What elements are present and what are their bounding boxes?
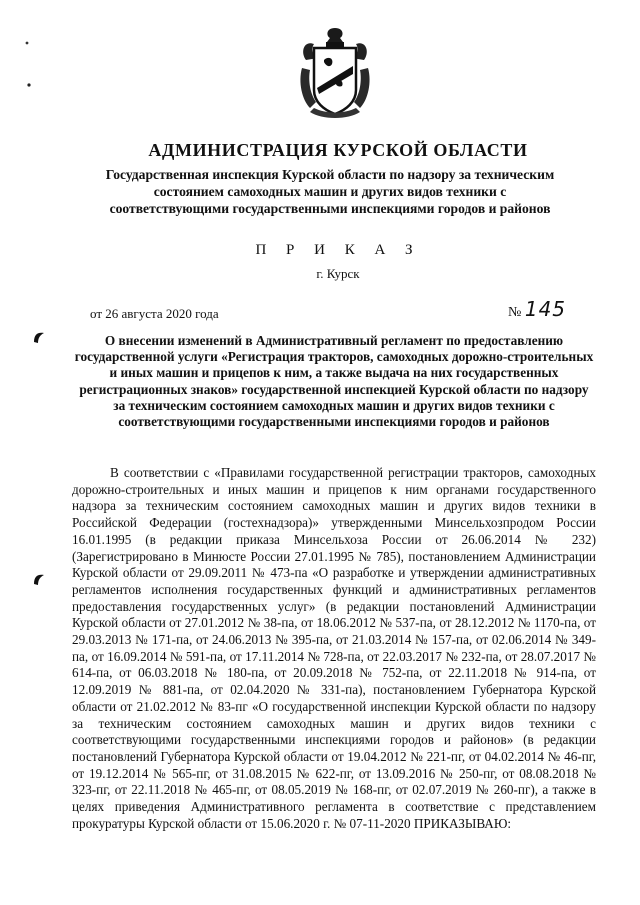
document-body: В соответствии с «Правилами государственной регистрации тракторов, самоходных дорожно-строительных и иных машин и прицепов к ним органами государственного надзора за техническим состоянием самоходных машин и других видов техники в Российской Федерации (гостехнадзора)» утвержденными Минсельхозпродом России 16.01.1995 (в редакции приказа Минсельхоза России от 26.06.2014 № 232) (Зарегистрировано в Минюсте России 27.01.1995 № 785), постановлением Администрации Курской области от 29.09.2011 № 473-па «О разработке и утверждении административных регламентов исполнения государственных функций и административных регламентов предоставления государственных услуг» (в редакции постановлений Администрации Курской области от 27.01.2012 № 38-па, от 18.06.2012 № 537-па, от 28.12.2012 № 1170-па, от 29.03.2013 № 171-па, от 24.06.2013 № 395-па, от 21.03.2014 № 157-па, от 02.06.2014 № 349-па, от 16.09.2014 № 591-па, от 17.11.2014 № 728-па, от 22.03.2017 № 232-па, от 28.07.2017 № 614-па, от 06.03.2018 № 180-па, от 20.09.2018 № 752-па, от 22.11.2018 № 914-па, от 12.09.2019 № 881-па, от 02.04.2020 № 331-па), постановлением Губернатора Курской области от 21.02.2012 № 83-пг «О государственной инспекции Курской области по надзору за техническим состоянием самоходных машин и других видов техники с соответствующими государственными инспекциями городов и районов» (в редакции постановлений Губернатора Курской области от 19.04.2012 № 221-пг, от 04.02.2014 № 46-пг, от 19.12.2014 № 565-пг, от 31.08.2015 № 622-пг, от 13.09.2016 № 250-пг, от 08.08.2018 № 323-пг, от 22.11.2018 № 465-пг, от 08.05.2019 № 168-пг, от 02.07.2019 № 260-пг), а также в целях приведения Административного регламента в соответствие с представлением прокуратуры Курской области от 15.06.2020 г. № 07-11-2020 ПРИКАЗЫВАЮ: bbox=[72, 465, 596, 831]
document-date: от 26 августа 2020 года bbox=[90, 306, 219, 321]
scan-speck bbox=[26, 82, 32, 88]
number-sign: № bbox=[508, 305, 522, 320]
document-type: П Р И К А З bbox=[255, 242, 421, 258]
coat-of-arms-emblem bbox=[296, 22, 374, 124]
city-line: г. Курск bbox=[316, 266, 360, 281]
handwritten-number: 145 bbox=[524, 297, 567, 321]
hole-punch-mark bbox=[32, 330, 46, 344]
document-number bbox=[508, 297, 566, 321]
scan-speck bbox=[24, 40, 30, 46]
document-subject: О внесении изменений в Административный регламент по предоставлению государственной услуги «Регистрация тракторов, самоходных дорожно-строительных и иных машин и прицепов к ним, а также выдача на них государственных регистрационных знаков» государственной инспекцией Курской области по надзору за техническим состоянием самоходных машин и других видов техники с соответствующими государственными инспекциями городов и районов bbox=[74, 333, 594, 430]
hole-punch-mark bbox=[32, 572, 46, 586]
org-title: АДМИНИСТРАЦИЯ КУРСКОЙ ОБЛАСТИ bbox=[148, 140, 528, 160]
inspection-subtitle: Государственная инспекция Курской области по надзору за техническим состоянием самоходных машин и других видов техники с соответствующими государственными инспекциями городов и районов bbox=[105, 167, 555, 216]
